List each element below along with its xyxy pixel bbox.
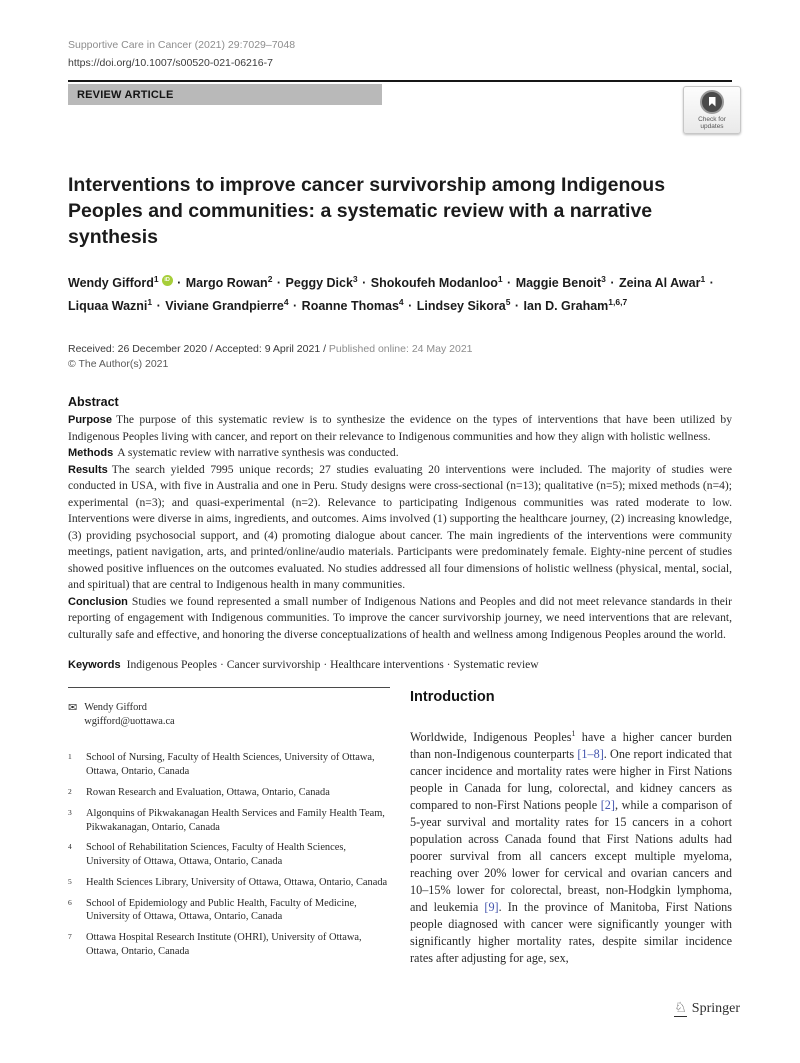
author: Peggy Dick$^3$ [285,274,358,291]
published-online: Published online: 24 May 2021 [328,343,473,356]
author: Maggie Benoit$^3$ [515,274,606,291]
orcid-icon[interactable]: iD [162,275,173,286]
affiliation-item: 7 Ottawa Hospital Research Institute (OHRI), University of Ottawa, Ottawa, Ontario, Canada [68,932,362,958]
article-type-banner: REVIEW ARTICLE [68,84,382,105]
author-separator: · [511,299,523,314]
author-separator: · [289,299,301,314]
envelope-icon: ✉ [68,702,78,715]
header-rule [68,80,732,82]
affiliation-item: 5 Health Sciences Library, University of Ottawa, Ottawa, Ontario, Canada [68,876,388,888]
received-accepted: Received: 26 December 2020 / Accepted: 9 April 2021 / [68,343,329,356]
affiliation-item: 2 Rowan Research and Evaluation, Ottawa, Ontario, Canada [68,786,330,798]
author: Wendy Gifford$^1$ iD [68,276,173,290]
check-for-updates-badge[interactable] [683,86,741,134]
author: Ian D. Graham$^{1,6,7}$ [523,297,628,314]
author: Viviane Grandpierre$^4$ [165,297,289,314]
author: Margo Rowan$^2$ [185,274,273,291]
abstract-paragraph-label: Purpose [68,414,113,427]
abstract-paragraph-label: Methods [68,447,114,460]
citation-link[interactable]: [9] [484,900,499,915]
abstract-paragraph: Purpose The purpose of this systematic review is to synthesize the evidence on the types of interventions that have been utilized by Indigenous Peoples living with cancer, and report on their relevance to Indigenous communities and how they align with holistic wellness. [68,413,732,443]
keywords-label: Keywords [68,659,121,672]
author: Zeina Al Awar$^1$ [618,274,706,291]
copyright-line: © The Author(s) 2021 [68,358,169,371]
email-link[interactable]: wgifford@uottawa.ca [84,716,175,728]
author: Roanne Thomas$^4$ [301,297,404,314]
publisher-footer [674,1001,740,1017]
abstract-paragraph: Results The search yielded 7995 unique records; 27 studies evaluating 20 interventions were included. The majority of studies were conducted in USA, with five in Australia and one in Peru. Study designs were cross-sectional (n=13); qualitative (n=5); mixed methods (n=4); experimental (n=3); and quasi-experimental (n=2). Relevance to participating Indigenous communities was rated moderate to low. Interventions were diverse in aims, ingredients, and outcomes. Aims involved (1) supporting the healthcare journey, (2) increasing knowledge, (3) providing psychosocial support, and (4) promoting dialogue about cancer. The main ingredients of the interventions were community meetings, patient navigation, arts, and printed/online/audio materials. Participants were predominately female. Eighty-nine percent of studies showed positive influences on the outcomes evaluated. No studies addressed all four dimensions of holistic wellness (physical, mental, social, and spiritual) that are central to Indigenous health in many communities. [68,462,732,592]
affiliation-item: 4 School of Rehabilitation Sciences, Faculty of Health Sciences, University of Ottawa, Ottawa, Ontario, Canada [68,842,346,868]
journal-citation: Supportive Care in Cancer (2021) 29:7029–7048 [68,39,296,51]
author-separator: · [606,276,618,291]
author-separator: · [273,276,285,291]
springer-logo-icon: ♘ [674,1001,687,1016]
footnote-column [68,687,390,967]
dates-line [68,342,732,357]
author-separator: · [358,276,370,291]
author-list [68,270,728,316]
abstract-section [68,395,732,643]
citation-link[interactable]: [2] [600,798,615,813]
author-separator: · [706,276,714,291]
author: Lindsey Sikora$^5$ [416,297,511,314]
author: Shokoufeh Modanloo$^1$ [370,274,503,291]
abstract-paragraph-label: Conclusion [68,595,128,608]
abstract-paragraph: Conclusion Studies we found represented a small number of Indigenous Nations and Peoples and did not meet relevance standards in their reporting of engagement with Indigenous communities. To improve the cancer survivorship journey, we need interventions that are relevant, culturally safe and effective, and honoring the diverse conceptualizations of health and wellness among Indigenous Peoples around the world. [68,594,732,641]
doi-link[interactable]: https://doi.org/10.1007/s00520-021-06216-7 [68,57,273,69]
keywords-line [68,658,732,671]
correspondence-block [68,701,390,729]
author: Liquaa Wazni$^1$ [68,297,153,314]
affiliation-item: 3 Algonquins of Pikwakanagan Health Services and Family Health Team, Pikwakanagan, Ontario, Canada [68,807,385,833]
introduction-paragraph: Worldwide, Indigenous Peoples$^1$ have a higher cancer burden than non-Indigenous counterparts [1–8]. One report indicated that cancer incidence and mortality rates were higher in First Nations people in Canada for lung, colorectal, and kidney cancers as compared to non-First Nations people [2], while a comparison of 5-year survival and mortality rates for 15 cancers in a cohort population across Canada found that First Nations adults had poorer survival from all cancers except multiple myeloma, reaching over 20% lower for cervical and ovarian cancers and 10–15% lower for colorectal, breast, non-Hodgkin lymphoma, and leukemia [9]. In the province of Manitoba, First Nations people diagnosed with cancer were significantly younger with significantly higher mortality rates, despite similar incidence rates after adjusting for age, sex, [410,729,733,966]
affiliation-item: 1 School of Nursing, Faculty of Health Sciences, University of Ottawa, Ottawa, Ontario, Canada [68,752,375,778]
check-for-updates-label: Check for updates [698,115,726,130]
publisher-name: Springer [691,1001,740,1016]
abstract-heading: Abstract [68,395,119,410]
abstract-paragraph-label: Results [68,463,108,476]
banner-row [68,84,732,130]
affiliation-list [68,751,390,959]
two-column-area [68,687,732,967]
citation-link[interactable]: [1–8] [577,747,604,762]
abstract-paragraphs [68,412,732,643]
bookmark-icon [700,90,724,114]
footnote-marker: 1 [571,729,576,739]
author-separator: · [173,276,185,291]
abstract-paragraph: Methods A systematic review with narrative synthesis was conducted. [68,446,399,460]
keywords-values: Indigenous Peoples · Cancer survivorship · Healthcare interventions · Systematic review [126,658,539,672]
author-separator: · [503,276,515,291]
introduction-column [410,687,732,967]
corresponding-author: Wendy Gifford [84,702,147,714]
page-title: Interventions to improve cancer survivorship among Indigenous Peoples and communities: a systematic review with a narrative synthesis [68,174,666,248]
affiliation-item: 6 School of Epidemiology and Public Health, Faculty of Medicine, University of Ottawa, Ottawa, Ontario, Canada [68,897,357,923]
author-separator: · [404,299,416,314]
author-separator: · [153,299,165,314]
introduction-heading: Introduction [410,689,495,706]
